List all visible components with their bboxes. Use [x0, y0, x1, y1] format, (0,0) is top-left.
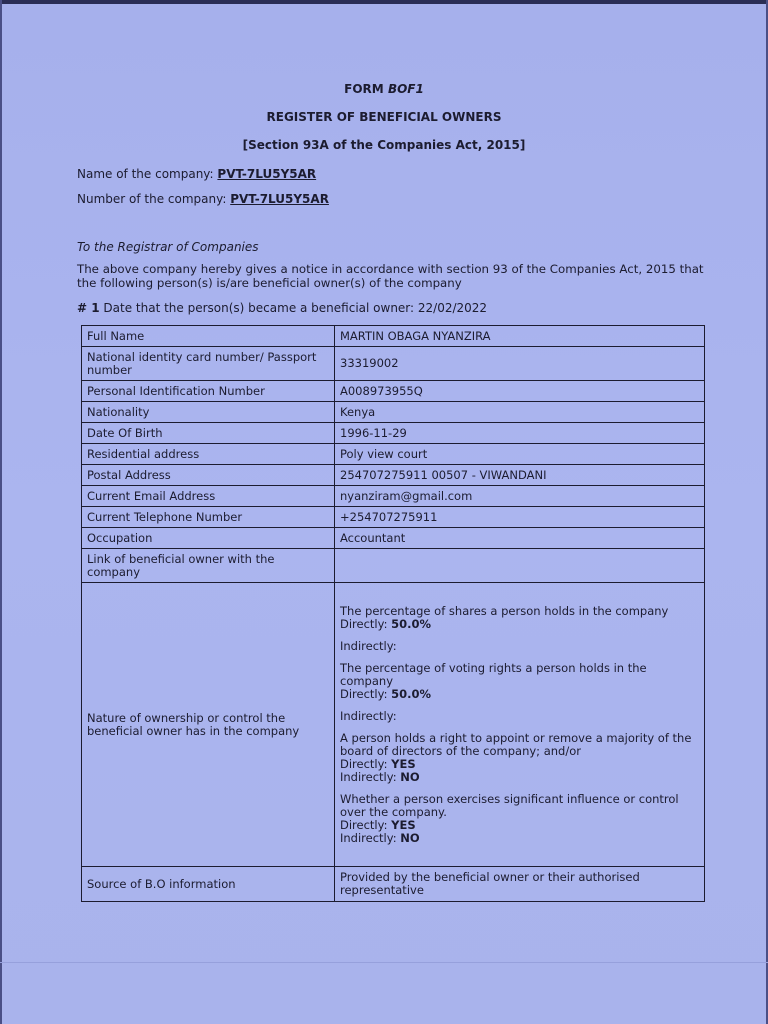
row-source: [82, 867, 705, 902]
label-nationality: Nationality: [82, 402, 335, 423]
row-id-number: [82, 347, 705, 381]
appoint-block: [340, 732, 699, 784]
label-nature-of-ownership: Nature of ownership or control the beneficial owner has in the company: [82, 583, 335, 867]
entry-date-line: [77, 301, 487, 315]
label-occupation: Occupation: [82, 528, 335, 549]
row-pin: [82, 381, 705, 402]
shares-block: [340, 605, 699, 631]
shares-indirect-label: Indirectly:: [340, 638, 397, 653]
influence-indirect-value: NO: [400, 830, 420, 845]
row-residential-address: [82, 444, 705, 465]
label-telephone: Current Telephone Number: [82, 507, 335, 528]
label-link: Link of beneficial owner with the company: [82, 549, 335, 583]
label-pin: Personal Identification Number: [82, 381, 335, 402]
company-number-label: Number of the company:: [77, 192, 227, 206]
value-email: nyanziram@gmail.com: [335, 486, 705, 507]
row-nature-of-ownership: [82, 583, 705, 867]
voting-direct-label: Directly:: [340, 686, 388, 701]
company-name-line: [77, 167, 316, 181]
company-number-line: [77, 192, 329, 206]
form-heading: REGISTER OF BENEFICIAL OWNERS: [266, 110, 502, 124]
row-date-of-birth: [82, 423, 705, 444]
entry-date-text: Date that the person(s) became a beneficial owner: 22/02/2022: [103, 301, 488, 315]
notice-line-1: The above company hereby gives a notice in accordance with section 93 of the Companies Act, 2015 that: [77, 262, 704, 276]
influence-block: [340, 793, 699, 845]
row-email: [82, 486, 705, 507]
appoint-text: A person holds a right to appoint or remove a majority of the board of directors of the company; and/or: [340, 730, 692, 758]
value-occupation: Accountant: [335, 528, 705, 549]
row-telephone: [82, 507, 705, 528]
value-date-of-birth: 1996-11-29: [335, 423, 705, 444]
label-residential-address: Residential address: [82, 444, 335, 465]
value-nature-of-ownership: [335, 583, 705, 867]
value-source: Provided by the beneficial owner or their authorised representative: [335, 867, 705, 902]
value-full-name: MARTIN OBAGA NYANZIRA: [335, 326, 705, 347]
appoint-direct-value: YES: [391, 756, 416, 771]
label-email: Current Email Address: [82, 486, 335, 507]
row-nationality: [82, 402, 705, 423]
form-title-prefix: FORM: [344, 82, 384, 96]
appoint-indirect-label: Indirectly:: [340, 769, 397, 784]
company-number-value: PVT-7LU5Y5AR: [230, 192, 329, 206]
voting-block: [340, 662, 699, 701]
label-date-of-birth: Date Of Birth: [82, 423, 335, 444]
row-link: [82, 549, 705, 583]
notice-line-2: the following person(s) is/are beneficial owner(s) of the company: [77, 276, 462, 290]
company-name-value: PVT-7LU5Y5AR: [217, 167, 317, 181]
voting-indirect: [340, 710, 699, 723]
value-pin: A008973955Q: [335, 381, 705, 402]
shares-text: The percentage of shares a person holds in the company: [340, 603, 669, 618]
beneficial-owner-table: [81, 325, 705, 902]
value-telephone: +254707275911: [335, 507, 705, 528]
form-section: [Section 93A of the Companies Act, 2015]: [242, 138, 526, 152]
label-full-name: Full Name: [82, 326, 335, 347]
value-nationality: Kenya: [335, 402, 705, 423]
row-occupation: [82, 528, 705, 549]
influence-indirect-label: Indirectly:: [340, 830, 397, 845]
shares-indirect: [340, 640, 699, 653]
voting-indirect-label: Indirectly:: [340, 708, 397, 723]
value-residential-address: Poly view court: [335, 444, 705, 465]
form-title-code: BOF1: [387, 82, 424, 96]
value-postal-address: 254707275911 00507 - VIWANDANI: [335, 465, 705, 486]
shares-direct-value: 50.0%: [391, 616, 432, 631]
voting-direct-value: 50.0%: [391, 686, 432, 701]
influence-direct-value: YES: [391, 817, 416, 832]
appoint-indirect-value: NO: [400, 769, 420, 784]
value-link: [335, 549, 705, 583]
influence-direct-label: Directly:: [340, 817, 388, 832]
shares-direct-label: Directly:: [340, 616, 388, 631]
row-postal-address: [82, 465, 705, 486]
value-id-number: 33319002: [335, 347, 705, 381]
influence-text: Whether a person exercises significant influence or control over the company.: [340, 791, 679, 819]
scan-edge-left: [0, 0, 2, 1024]
label-postal-address: Postal Address: [82, 465, 335, 486]
entry-number: # 1: [77, 301, 100, 315]
appoint-direct-label: Directly:: [340, 756, 388, 771]
scan-edge-top: [0, 0, 768, 4]
addressee: To the Registrar of Companies: [77, 240, 259, 254]
label-id-number: National identity card number/ Passport number: [82, 347, 335, 381]
voting-text: The percentage of voting rights a person holds in the company: [340, 660, 647, 688]
label-source: Source of B.O information: [82, 867, 335, 902]
form-title: [0, 82, 768, 96]
company-name-label: Name of the company:: [77, 167, 214, 181]
page-fold-line: [0, 962, 768, 963]
row-full-name: [82, 326, 705, 347]
